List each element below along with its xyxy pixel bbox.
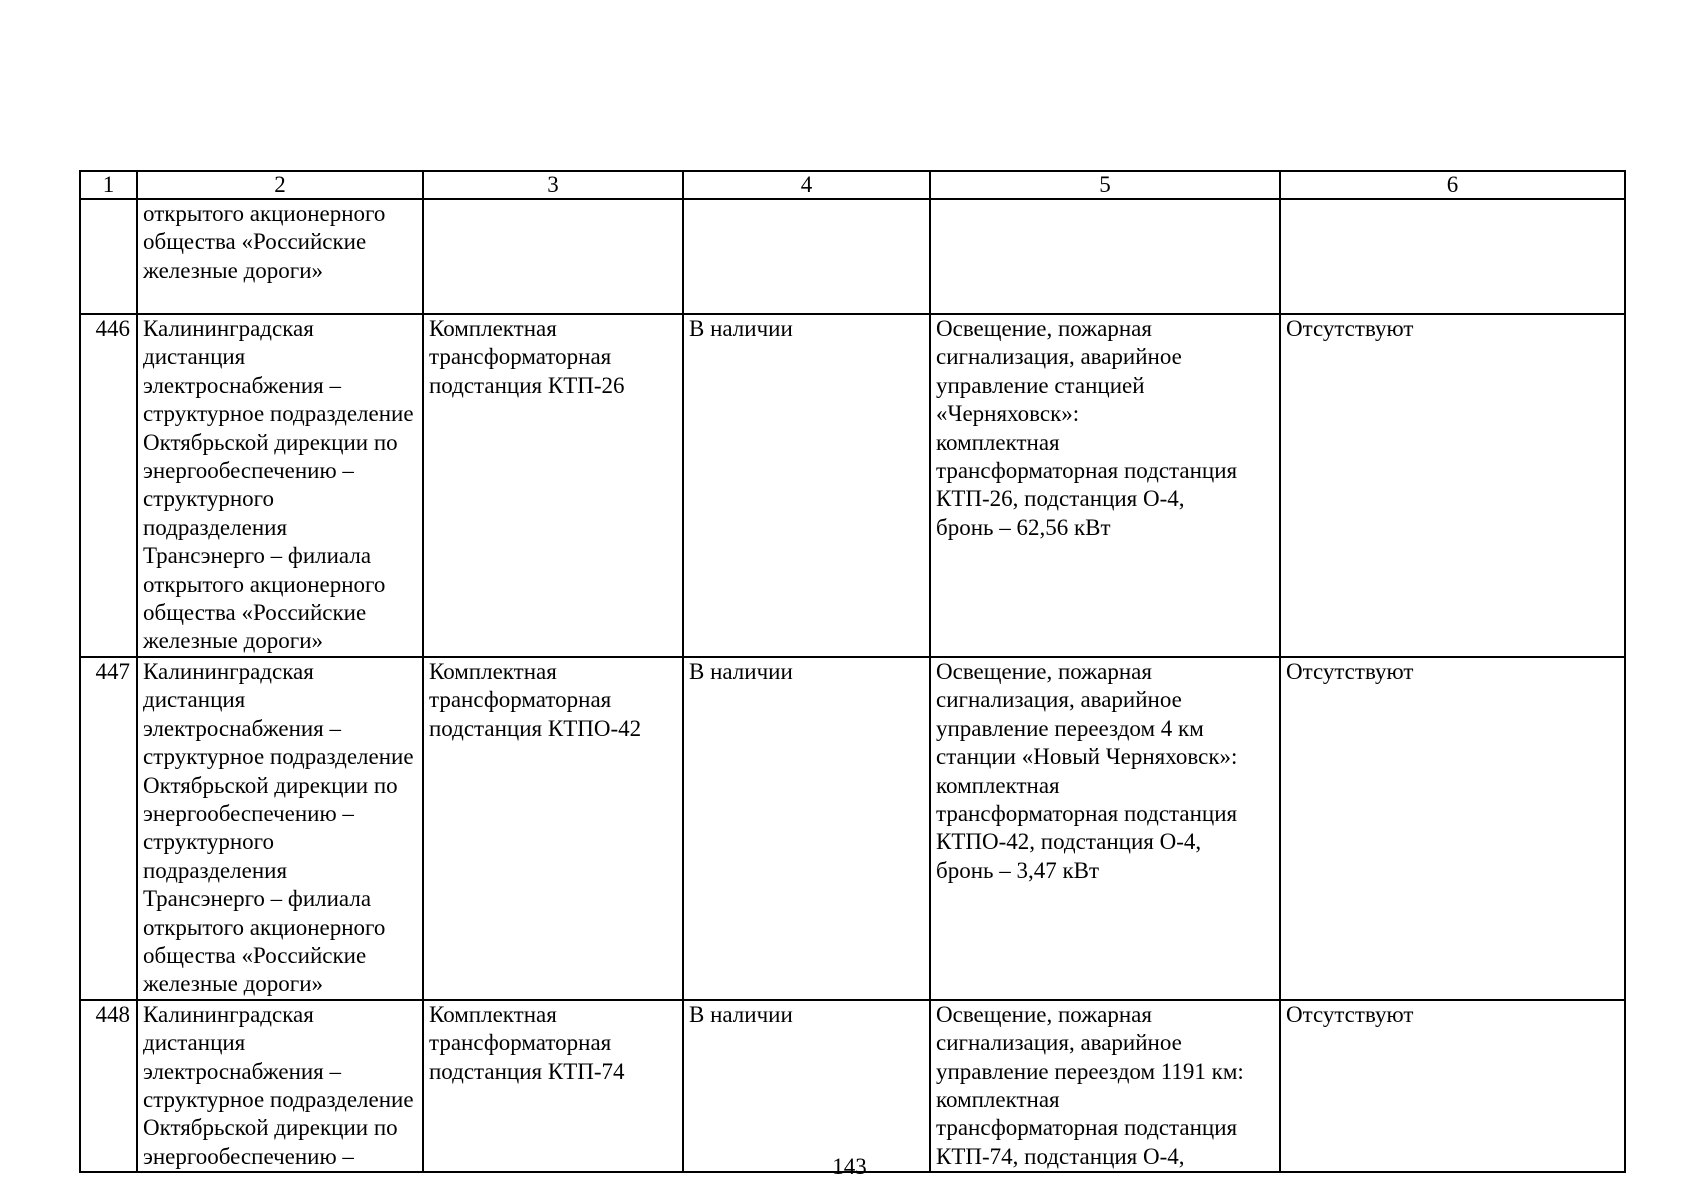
object-cell: Комплектная трансформаторная подстанция КТП-26 bbox=[423, 314, 683, 657]
row-number: 447 bbox=[80, 657, 137, 1000]
header-col-3: 3 bbox=[423, 171, 683, 199]
table-row bbox=[80, 314, 1625, 657]
organization-cell: Калининградская дистанция электроснабжения – структурное подразделение Октябрьской дирекции по энергообеспечению – структурного подразделения Трансэнерго – филиала открытого акционерного общества «Российские железные дороги» bbox=[137, 657, 423, 1000]
notes-cell bbox=[1280, 199, 1625, 314]
table-row bbox=[80, 657, 1625, 1000]
table-header bbox=[80, 171, 1625, 199]
availability-cell bbox=[683, 199, 930, 314]
availability-cell: В наличии bbox=[683, 657, 930, 1000]
header-row bbox=[80, 171, 1625, 199]
row-number bbox=[80, 199, 137, 314]
consumers-cell bbox=[930, 199, 1280, 314]
table-row bbox=[80, 1000, 1625, 1172]
object-cell: Комплектная трансформаторная подстанция КТПО-42 bbox=[423, 657, 683, 1000]
header-col-1: 1 bbox=[80, 171, 137, 199]
consumers-cell: Освещение, пожарная сигнализация, аварийное управление переездом 1191 км: комплектная трансформаторная подстанция КТП-74, подстанция О-4, bbox=[930, 1000, 1280, 1172]
consumers-cell: Освещение, пожарная сигнализация, аварийное управление станцией «Черняховск»: комплектная трансформаторная подстанция КТП-26, подстанция О-4, бронь – 62,56 кВт bbox=[930, 314, 1280, 657]
header-col-6: 6 bbox=[1280, 171, 1625, 199]
header-col-5: 5 bbox=[930, 171, 1280, 199]
table-body bbox=[80, 199, 1625, 1172]
consumers-cell: Освещение, пожарная сигнализация, аварийное управление переездом 4 км станции «Новый Черняховск»: комплектная трансформаторная подстанция КТПО-42, подстанция О-4, бронь – 3,47 кВт bbox=[930, 657, 1280, 1000]
notes-cell: Отсутствуют bbox=[1280, 1000, 1625, 1172]
row-number: 446 bbox=[80, 314, 137, 657]
page-number: 143 bbox=[832, 1154, 867, 1179]
header-col-4: 4 bbox=[683, 171, 930, 199]
row-number: 448 bbox=[80, 1000, 137, 1172]
organization-cell: Калининградская дистанция электроснабжения – структурное подразделение Октябрьской дирекции по энергообеспечению – bbox=[137, 1000, 423, 1172]
object-cell bbox=[423, 199, 683, 314]
notes-cell: Отсутствуют bbox=[1280, 657, 1625, 1000]
object-cell: Комплектная трансформаторная подстанция КТП-74 bbox=[423, 1000, 683, 1172]
organization-cell: открытого акционерного общества «Российские железные дороги» bbox=[137, 199, 423, 314]
notes-cell: Отсутствуют bbox=[1280, 314, 1625, 657]
table-row bbox=[80, 199, 1625, 314]
organization-cell: Калининградская дистанция электроснабжения – структурное подразделение Октябрьской дирекции по энергообеспечению – структурного подразделения Трансэнерго – филиала открытого акционерного общества «Российские железные дороги» bbox=[137, 314, 423, 657]
data-table bbox=[79, 170, 1626, 1173]
availability-cell: В наличии bbox=[683, 1000, 930, 1172]
header-col-2: 2 bbox=[137, 171, 423, 199]
availability-cell: В наличии bbox=[683, 314, 930, 657]
